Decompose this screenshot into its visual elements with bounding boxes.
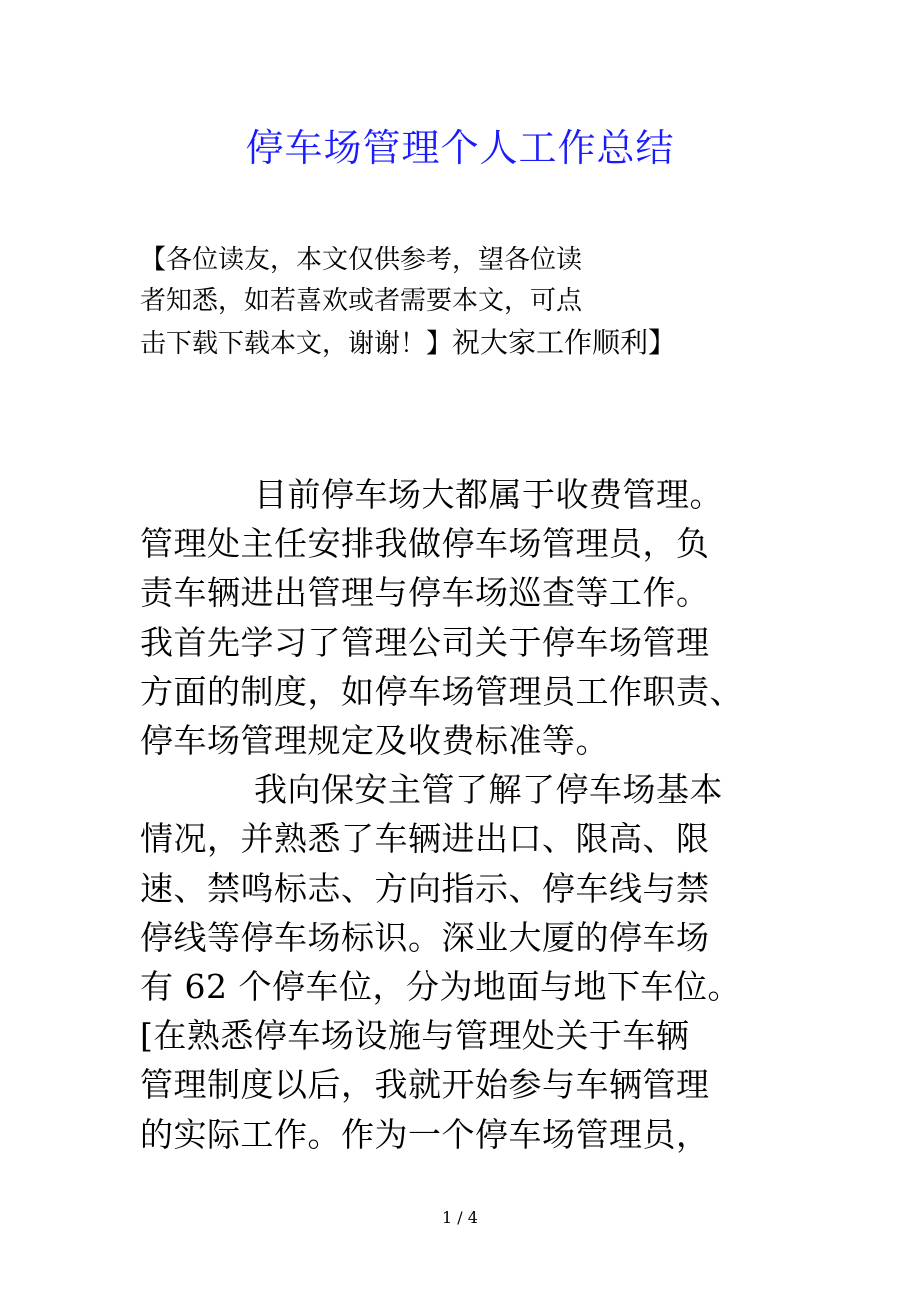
notice-block [140, 240, 780, 365]
paragraph-1-line: 管理处主任安排我做停车场管理员，负 [140, 524, 710, 564]
paragraph-2-line: 有 62 个停车位，分为地面与地下车位。 [140, 967, 741, 1007]
paragraph-2-line: 情况，并熟悉了车辆进出口、限高、限 [140, 819, 710, 859]
paragraph-1-line: 责车辆进出管理与停车场巡查等工作。 [140, 573, 710, 613]
paragraph-2-line: 的实际工作。作为一个停车场管理员， [140, 1114, 710, 1154]
paragraph-1-line: 方面的制度，如停车场管理员工作职责、 [140, 671, 743, 711]
document-title: 停车场管理个人工作总结 [245, 126, 675, 170]
notice-line-text: 击下载下载本文，谢谢！】 [140, 329, 453, 359]
page-indicator: 1 / 4 [442, 1208, 478, 1227]
paragraph-2-line: [在熟悉停车场设施与管理处关于车辆 [140, 1016, 690, 1056]
notice-line: 者知悉，如若喜欢或者需要本文，可点 [140, 286, 583, 316]
paragraph-1-line: 停车场管理规定及收费标准等。 [140, 721, 609, 761]
paragraph-2-line: 速、禁鸣标志、方向指示、停车线与禁 [140, 868, 710, 908]
paragraph-2-line: 管理制度以后，我就开始参与车辆管理 [140, 1065, 710, 1105]
paragraph-2-line: 我向保安主管了解了停车场基本 [254, 770, 723, 810]
notice-line-last [140, 322, 780, 365]
paragraph-1-line: 目前停车场大都属于收费管理。 [254, 475, 723, 514]
notice-blessing: 祝大家工作顺利】 [452, 326, 677, 359]
body-text [140, 470, 790, 1159]
paragraph-2-line: 停线等停车场标识。深业大厦的停车场 [140, 917, 710, 957]
notice-line: 【各位读友，本文仅供参考，望各位读 [140, 245, 583, 275]
paragraph-1-line: 我首先学习了管理公司关于停车场管理 [140, 622, 710, 662]
